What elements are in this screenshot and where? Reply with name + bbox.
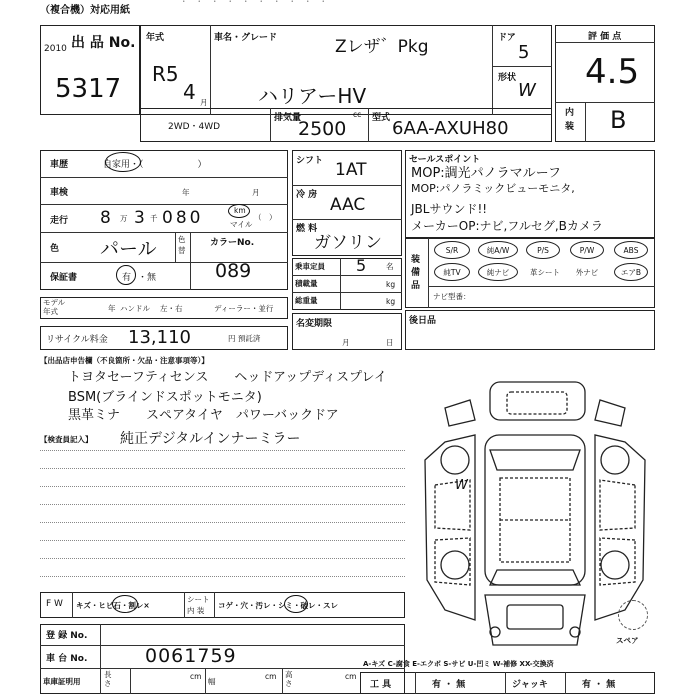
equip-pw: P/W <box>570 241 604 259</box>
interior-score-value: B <box>610 106 627 134</box>
mileage-rest: 3 <box>134 208 145 228</box>
drive-label: 2WD・4WD <box>168 122 221 132</box>
name-change-label: 名変期限 <box>296 319 333 329</box>
warranty-no: ・無 <box>138 273 157 283</box>
inspector-label: 【検査員記入】 <box>40 435 93 444</box>
name-change-day: 日 <box>386 338 394 347</box>
model-name-value: ハリアーHV <box>258 84 367 108</box>
model-code-label: 型式 <box>372 113 391 123</box>
load-label: 積載量 <box>295 279 318 288</box>
rear-items-label: 後日品 <box>409 316 437 326</box>
capacity-value: 5 <box>356 256 367 275</box>
inspection-month-unit: 月 <box>252 188 260 197</box>
equip-abs: ABS <box>614 241 648 259</box>
mileage-km-unit: km <box>234 206 246 215</box>
lot-year-tag: 2010 <box>44 44 67 54</box>
model-code-value: 6AA-AXUH80 <box>392 118 509 139</box>
shape-label: 形状 <box>498 73 517 83</box>
recycle-value: 13,110 <box>128 327 191 348</box>
lot-box <box>40 25 140 115</box>
warranty-yes: 有 <box>122 273 132 283</box>
recycle-label: リサイクル料金 <box>46 335 108 345</box>
inspector-line-1: 純正デジタルインナーミラー <box>120 431 301 447</box>
inspection-label: 車検 <box>50 188 69 198</box>
capacity-label: 乗車定員 <box>295 262 325 271</box>
damage-legend: A-キズ C-腐食 E-エクボ S-サビ U-凹ミ W-補修 XX-交換済 <box>363 660 554 668</box>
fuel-value: ガソリン <box>314 233 382 253</box>
rear-items-box <box>405 310 655 350</box>
notes-line-1: トヨタセーフティセンス ヘッドアップディスプレイ <box>68 370 387 385</box>
garage-cert-label: 車庫証明用 <box>43 677 81 686</box>
ac-label: 冷 房 <box>296 190 318 200</box>
color-no-value: 089 <box>215 260 252 282</box>
chassis-value: 0061759 <box>145 645 237 667</box>
spare-tire-icon <box>618 600 648 630</box>
fuel-label: 燃 料 <box>296 224 318 234</box>
capacity-unit: 名 <box>386 262 394 271</box>
shape-value: W <box>518 80 536 101</box>
length-label: 長さ <box>104 670 112 688</box>
lot-number: 5317 <box>55 74 122 104</box>
model-year-unit: 年 <box>108 304 116 313</box>
displacement-value: 2500 <box>298 118 347 140</box>
weight-unit: kg <box>386 297 396 306</box>
color-label: 色 <box>50 244 60 254</box>
equip-ps: P/S <box>526 241 560 259</box>
lot-label: 出 品 No. <box>71 35 136 51</box>
weight-label: 総重量 <box>295 296 318 305</box>
registration-label: 登 録 No. <box>46 631 88 641</box>
history-label: 車歴 <box>50 160 69 170</box>
form-title: （複合機）対応用紙 <box>40 5 130 16</box>
mileage-sen-unit: 千 <box>150 214 158 223</box>
seat-label-1: シート <box>187 595 210 604</box>
equip-tv: 純TV <box>434 263 470 281</box>
notes-line-2: BSM(ブラインドスポットモニタ) <box>68 390 262 405</box>
color-no-label: カラーNo. <box>210 238 255 248</box>
color-value: パール <box>100 238 157 260</box>
model-year-label-1: モデル <box>43 298 66 307</box>
shift-value: 1AT <box>335 160 367 180</box>
year-value: R5 <box>152 62 179 86</box>
jack-label: ジャッキ <box>512 680 548 690</box>
sales-points-label: セールスポイント <box>409 155 481 165</box>
door-label: ドア <box>498 33 516 43</box>
handle-value: 左・右 <box>160 304 183 313</box>
tools-options: 有 ・ 無 <box>432 680 466 690</box>
grade-value: Zレザ゛Pkg <box>335 37 429 57</box>
month-unit: 月 <box>200 98 208 107</box>
height-label: 高さ <box>285 670 293 688</box>
navi-model-label: ナビ型番： <box>433 292 471 301</box>
recycle-unit: 円 預託済 <box>228 334 261 343</box>
height-unit: cm <box>345 672 357 681</box>
seat-label-2: 内 装 <box>187 606 205 615</box>
ac-value: AAC <box>330 195 366 215</box>
name-change-month: 月 <box>342 338 350 347</box>
top-partial-text: ・・・・・・・・・・ <box>180 0 335 6</box>
car-body-outline <box>425 382 645 645</box>
equip-airbag: エアB <box>614 263 648 281</box>
equip-sr: S/R <box>434 241 470 259</box>
load-unit: kg <box>386 280 396 289</box>
shift-label: シフト <box>296 156 324 166</box>
score-value: 4.5 <box>585 52 640 92</box>
dealer-label: ディーラー・並行 <box>214 304 274 313</box>
fw-circle-mark <box>112 595 138 613</box>
width-unit: cm <box>265 672 277 681</box>
mileage-mile-unit: マイル <box>230 220 253 229</box>
year-label: 年式 <box>146 33 165 43</box>
km-circle-mark <box>228 204 250 218</box>
model-year-label-2: 年式 <box>43 307 58 316</box>
length-unit: cm <box>190 672 202 681</box>
notes-label: 【出品店申告欄（不良箇所・欠品・注意事項等）】 <box>40 356 209 365</box>
fw-label: F W <box>46 599 63 609</box>
mileage-label: 走行 <box>50 216 69 226</box>
width-label: 幅 <box>208 677 216 686</box>
fw-options: キズ・ヒビ石・割レ× <box>76 601 150 610</box>
door-value: 5 <box>518 42 530 63</box>
notes-line-3: 黒革ミナ スペアタイヤ パワーバックドア <box>68 408 339 423</box>
history-value: 自家用・（ ） <box>103 160 207 170</box>
sales-point-line-3: JBLサウンド!! <box>411 202 488 216</box>
equip-leather: 革シート <box>530 267 560 277</box>
color-change-label: 色替 <box>178 235 186 255</box>
interior-label: 内装 <box>565 108 575 132</box>
equip-aw: 純A/W <box>478 241 518 259</box>
equipment-label: 装備品 <box>411 255 421 291</box>
mileage-man: 8 <box>100 208 111 228</box>
seat-options: コゲ・穴・汚レ・シミ・破レ・スレ <box>218 601 338 610</box>
month-value: 4 <box>183 80 196 104</box>
mileage-paren: （ ） <box>254 213 277 222</box>
warranty-yes-circle <box>116 265 136 285</box>
sales-point-line-2: MOP:パノラミックビューモニタ, <box>411 182 575 195</box>
history-circle-mark <box>105 152 141 172</box>
displacement-label: 排気量 <box>274 113 302 123</box>
tools-label: 工 具 <box>370 680 392 690</box>
handle-label: ハンドル <box>120 304 150 313</box>
equip-navi: 純ナビ <box>478 263 518 281</box>
jack-options: 有 ・ 無 <box>582 680 616 690</box>
name-grade-label: 車名・グレード <box>214 33 278 43</box>
diagram-repair-mark: W <box>455 478 468 493</box>
score-label: 評 価 点 <box>588 32 622 42</box>
sales-point-line-4: メーカーOP:ナビ,フルセグ,Bカメラ <box>411 219 603 233</box>
equip-ext-navi: 外ナビ <box>575 267 599 277</box>
warranty-label: 保証書 <box>50 273 78 283</box>
spare-label: スペア <box>616 636 639 645</box>
seat-circle-mark <box>284 595 308 613</box>
sales-point-line-1: MOP:調光パノラマルーフ <box>411 166 562 181</box>
mileage-man-unit: 万 <box>120 214 128 223</box>
chassis-label: 車 台 No. <box>46 654 88 664</box>
mileage-tail: 080 <box>162 208 204 228</box>
cc-unit: cc <box>353 110 362 119</box>
inspection-year-unit: 年 <box>182 188 190 197</box>
